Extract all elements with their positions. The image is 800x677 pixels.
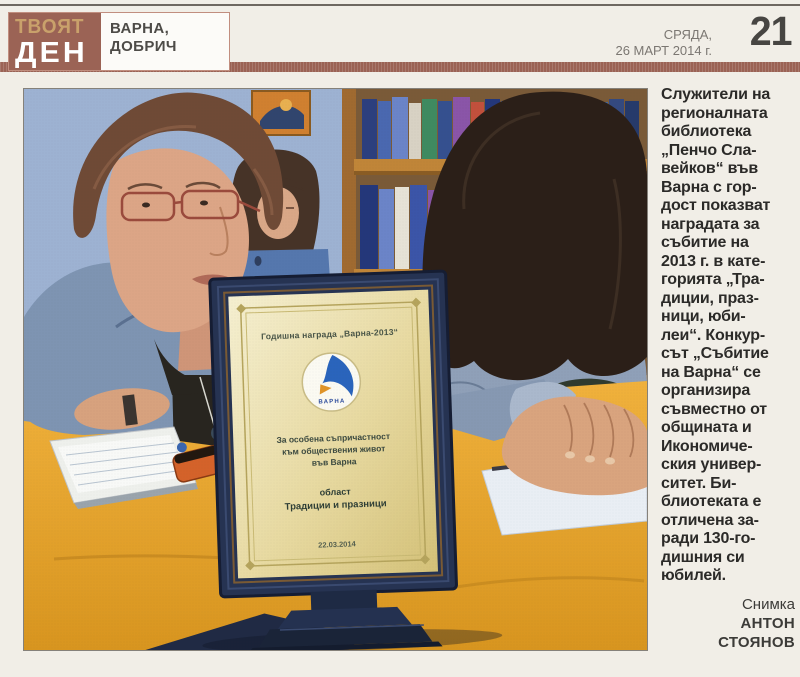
issue-date xyxy=(615,27,712,59)
article-line: ради 130-го- xyxy=(661,530,756,547)
article-line: дост показват xyxy=(661,197,771,214)
article-line: Варна с гор- xyxy=(661,178,757,196)
article-line: организира xyxy=(661,382,751,399)
article-line: горията „Тра- xyxy=(661,271,765,288)
article-line: леи“. Конкур- xyxy=(661,326,765,344)
article-line: отличена за- xyxy=(661,511,759,529)
article-line: събитие на xyxy=(661,234,749,251)
region-box xyxy=(101,13,229,70)
article-line: 2013 г. в кате- xyxy=(661,252,766,270)
article-line: на Варна“ се xyxy=(661,363,761,381)
top-rule xyxy=(0,4,800,6)
news-photo xyxy=(23,88,648,651)
credit-name-line: СТОЯНОВ xyxy=(718,634,795,651)
caption-column xyxy=(661,86,797,586)
article-line: общината и xyxy=(661,419,752,436)
article-line: вейков“ във xyxy=(661,160,758,177)
article-line: дишния си xyxy=(661,548,745,566)
logo-bottom-text: ДЕН xyxy=(15,37,88,69)
region-line: ВАРНА, xyxy=(110,20,170,37)
article-line: сът „Събитие xyxy=(661,345,769,362)
photo-illustration xyxy=(24,89,647,650)
date-line: СРЯДА, xyxy=(663,27,712,42)
photo-credit xyxy=(645,595,795,652)
credit-name-line: АНТОН xyxy=(740,615,795,632)
logo-top-text: ТВОЯТ xyxy=(15,16,85,38)
region-line: ДОБРИЧ xyxy=(110,38,177,55)
article-line: Икономиче- xyxy=(661,437,753,455)
article-line: „Пенчо Сла- xyxy=(661,141,757,159)
date-line: 26 МАРТ 2014 г. xyxy=(615,43,712,58)
article-line: ския универ- xyxy=(661,456,762,473)
article-line: ници, юби- xyxy=(661,308,746,325)
credit-label: Снимка xyxy=(741,596,795,613)
article-line: Служители на xyxy=(661,86,771,103)
article-line: библиотека xyxy=(661,123,752,140)
article-line: наградата за xyxy=(661,215,760,233)
masthead xyxy=(8,12,230,71)
article-line: регионалната xyxy=(661,104,768,122)
article-line: диции, праз- xyxy=(661,289,759,307)
article-line: юбилей. xyxy=(661,567,726,584)
article-line: блиотеката е xyxy=(661,493,762,510)
article-line: съвместно от xyxy=(661,400,767,418)
article-line: ситет. Би- xyxy=(661,474,737,492)
page-number: 21 xyxy=(750,8,792,54)
newspaper-logo xyxy=(9,13,101,70)
